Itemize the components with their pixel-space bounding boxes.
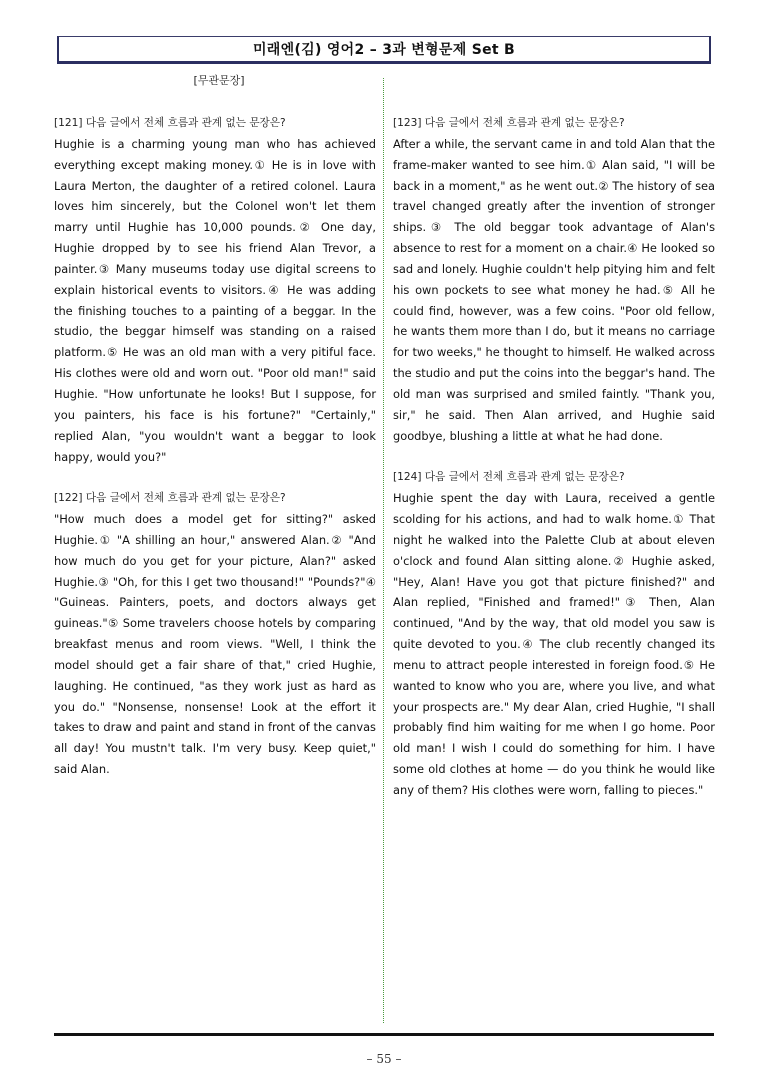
question-prompt: [124] 다음 글에서 전체 흐름과 관계 없는 문장은? xyxy=(393,471,625,484)
question-prompt: [122] 다음 글에서 전체 흐름과 관계 없는 문장은? xyxy=(54,492,286,505)
question-122 xyxy=(54,488,376,780)
left-column xyxy=(54,113,376,801)
question-passage: After a while, the servant came in and told Alan that the frame-maker wanted to see him.① Alan said, "I will be back in a moment," as he went out.② The history of sea travel changed greatly after the invention of stronger ships.③ The old beggar took advantage of Alan's absence to rest for a moment on a chair.④ He looked so sad and lonely. Hughie couldn't help pitying him and felt his own pockets to see what money he had.⑤ All he could find, however, was a few coins. "Poor old fellow, he wants them more than I do, but it means no carriage for two weeks," he thought to himself. He walked across the studio and put the coins into the beggar's hand. The old man was surprised and smiled faintly. "Thank you, sir," he said. Then Alan arrived, and Hughie said goodbye, blushing a little at what he had done. xyxy=(393,136,715,443)
question-123 xyxy=(393,113,715,447)
question-124 xyxy=(393,467,715,801)
question-passage: Hughie is a charming young man who has achieved everything except making money.① He is in love with Laura Merton, the daughter of a retired colonel. Laura loves him sincerely, but the Colonel won't let them marry until Hughie has 10,000 pounds.② One day, Hughie dropped by to see his friend Alan Trevor, a painter.③ Many museums today use digital screens to explain historical events to visitors.④ He was adding the finishing touches to a painting of a beggar. In the studio, the beggar himself was standing on a raised platform.⑤ He was an old man with a very pitiful face. His clothes were old and worn out. "Poor old man!" said Hughie. "How unfortunate he looks! But I suppose, for you painters, his face is his fortune?" "Certainly," replied Alan, "you wouldn't want a beggar to look happy, would you?" xyxy=(54,136,376,464)
question-prompt: [123] 다음 글에서 전체 흐름과 관계 없는 문장은? xyxy=(393,117,625,129)
right-column xyxy=(393,113,715,822)
title-box xyxy=(57,36,711,64)
question-prompt: [121] 다음 글에서 전체 흐름과 관계 없는 문장은? xyxy=(54,117,286,129)
page-number: – 55 – xyxy=(366,1052,402,1066)
question-121 xyxy=(54,113,376,467)
section-subtitle: [무관문장] xyxy=(193,74,245,87)
page-title: 미래엔(김) 영어2 – 3과 변형문제 Set B xyxy=(252,42,516,58)
footer-rule xyxy=(54,1033,714,1036)
column-divider xyxy=(383,78,384,1023)
question-passage: "How much does a model get for sitting?" asked Hughie.① "A shilling an hour," answered Alan.② "And how much do you get for your picture, Alan?" asked Hughie.③ "Oh, for this I get two thousand!" "Pounds?"④ "Guineas. Painters, poets, and doctors always get guineas."⑤ Some travelers choose hotels by comparing breakfast menus and room views. "Well, I think the model should get a fair share of that," cried Hughie, laughing. He continued, "as they work just as hard as you do." "Nonsense, nonsense! Look at the effort it takes to draw and paint and stand in front of the canvas all day! You mustn't talk. I'm very busy. Keep quiet," said Alan. xyxy=(54,512,376,777)
question-passage: Hughie spent the day with Laura, received a gentle scolding for his actions, and had to walk home.① That night he walked into the Palette Club at about eleven o'clock and found Alan sitting alone.② Hughie asked, "Hey, Alan! Have you got that picture finished?" and Alan replied, "Finished and framed!"③ Then, Alan continued, "And by the way, that old model you saw is quite devoted to you.④ The club recently changed its menu to attract people interested in foreign food.⑤ He wanted to know who you are, where you live, and what your prospects are." My dear Alan, cried Hughie, "I shall probably find him waiting for me when I go home. Poor old man! I wish I could do something for him. I have some old clothes at home — do you think he would like any of them? His clothes were worn, falling to pieces." xyxy=(393,491,715,797)
